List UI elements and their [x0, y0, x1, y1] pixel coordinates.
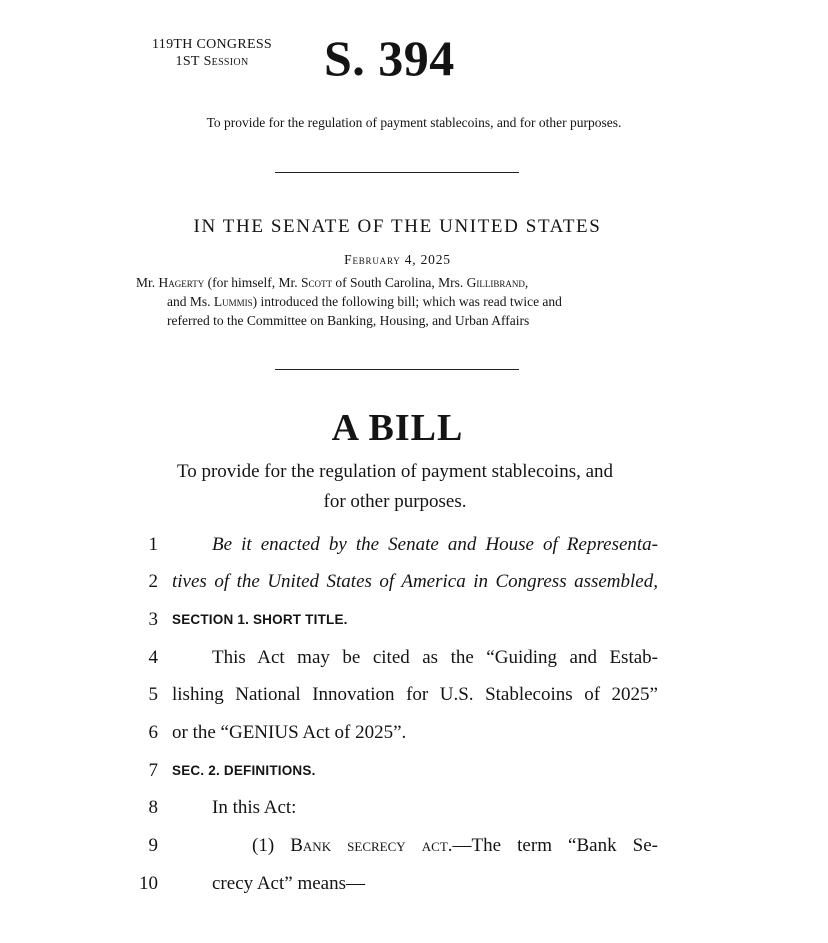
line-number: 6	[148, 722, 158, 743]
congress-label: 119TH CONGRESS	[152, 37, 272, 52]
bill-line	[0, 643, 828, 673]
chamber-title: IN THE SENATE OF THE UNITED STATES	[193, 216, 602, 237]
definition-text: (1) Bank secrecy act.—The term “Bank Se-	[252, 835, 659, 856]
divider-rule	[275, 369, 519, 370]
section-text: or the “GENIUS Act of 2025”.	[172, 722, 407, 743]
section-heading: SECTION 1. SHORT TITLE.	[172, 612, 348, 627]
intro-line-3: referred to the Committee on Banking, Housing, and Urban Affairs	[167, 313, 530, 328]
intro-line-2: and Ms. Lummis) introduced the following bill; which was read twice and	[167, 294, 562, 309]
enacting-clause: Be it enacted by the Senate and House of Representa-	[212, 534, 658, 555]
enacting-clause: tives of the United States of America in Congress assembled,	[172, 571, 658, 592]
bill-purpose-line: for other purposes.	[323, 491, 467, 512]
introduction-paragraph	[136, 273, 662, 330]
line-number: 4	[148, 647, 158, 668]
bill-purpose-line: To provide for the regulation of payment stablecoins, and	[176, 461, 614, 482]
section-heading: SEC. 2. DEFINITIONS.	[172, 763, 316, 778]
bill-line	[0, 756, 828, 786]
bill-line	[0, 605, 828, 635]
section-text: In this Act:	[212, 797, 297, 818]
divider-rule	[275, 172, 519, 173]
bill-purpose	[150, 457, 640, 517]
line-number: 1	[148, 534, 158, 555]
bill-line	[0, 680, 828, 710]
section-text: This Act may be cited as the “Guiding and Estab-	[212, 647, 658, 668]
bill-line	[0, 831, 828, 861]
intro-line-1: Mr. Hagerty (for himself, Mr. Scott of South Carolina, Mrs. Gillibrand,	[136, 275, 529, 290]
line-number: 7	[148, 760, 158, 781]
bill-line	[0, 718, 828, 748]
bill-line	[0, 530, 828, 560]
session-label: 1ST Session	[175, 54, 249, 69]
section-text: lishing National Innovation for U.S. Stablecoins of 2025”	[172, 684, 658, 705]
line-number: 9	[148, 835, 158, 856]
bill-line	[0, 869, 828, 899]
line-number: 3	[148, 609, 158, 630]
short-purpose: To provide for the regulation of payment stablecoins, and for other purposes.	[206, 115, 622, 130]
line-number: 10	[139, 873, 158, 894]
definition-text: crecy Act” means—	[212, 873, 365, 894]
bill-line	[0, 567, 828, 597]
introduction-date: February 4, 2025	[344, 252, 451, 267]
line-number: 8	[148, 797, 158, 818]
bill-number: S. 394	[324, 30, 455, 86]
line-number: 2	[148, 571, 158, 592]
bill-line	[0, 793, 828, 823]
line-number: 5	[148, 684, 158, 705]
bill-heading: A BILL	[331, 407, 464, 449]
congress-session-label	[137, 36, 287, 70]
